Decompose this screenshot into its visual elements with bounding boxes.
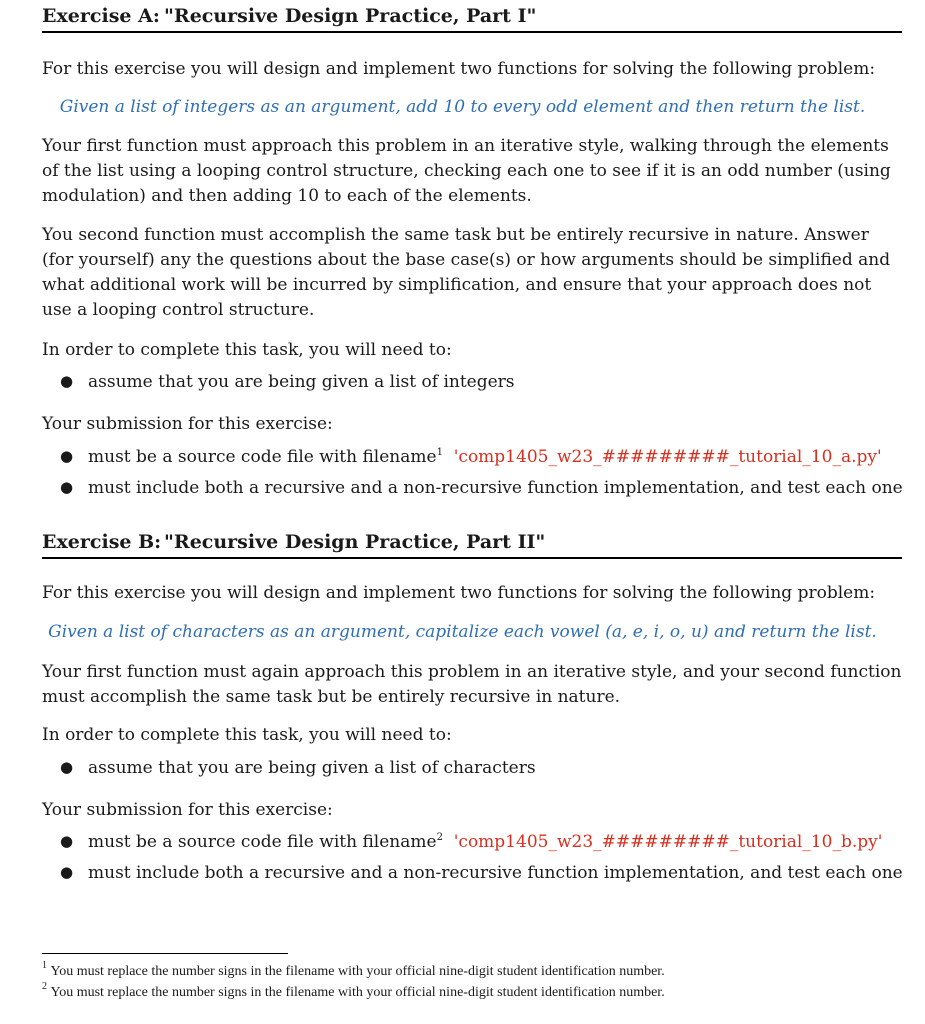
exercise-b-paragraph: Your first function must again approach this problem in an iterative style, and your second function must accomplish the same task but be entirely recursive in nature. (42, 662, 902, 707)
exercise-a-submission-item-filename (60, 444, 910, 470)
footnote-1 (42, 960, 902, 981)
exercise-a-recursive-paragraph: You second function must accomplish the same task but be entirely recursive in nature. Answer (for yourself) any the questions about the base case(s) or how arguments should be simplified and what additional work will be incurred by simplification, and ensure that your approach does not use a looping control structure. (42, 225, 891, 320)
submission-implementation-text: must include both a recursive and a non-recursive function implementation, and test each one (88, 863, 903, 883)
bullet-icon: ● (60, 447, 74, 465)
exercise-a-problem: Given a list of integers as an argument, add 10 to every odd element and then return the list. (59, 97, 866, 117)
exercise-a-label: Exercise A: (42, 5, 160, 27)
bullet-icon: ● (60, 863, 74, 881)
exercise-b-problem: Given a list of characters as an argument, capitalize each vowel (a, e, i, o, u) and return the list. (48, 622, 877, 642)
exercise-a-iterative-paragraph: Your first function must approach this problem in an iterative style, walking through the elements of the list using a looping control structure, checking each one to see if it is an odd number (using modulation) and then adding 10 to each of the elements. (42, 136, 891, 206)
exercise-a-need-item-text: assume that you are being given a list of integers (88, 372, 515, 392)
footnote-text: You must replace the number signs in the filename with your official nine-digit student identification number. (50, 985, 665, 1000)
submission-filename-prefix: must be a source code file with filename (88, 832, 437, 852)
exercise-b-need-item (60, 755, 910, 781)
bullet-icon: ● (60, 758, 74, 776)
exercise-a-submission-item-implementation (60, 475, 910, 501)
exercise-a-intro: For this exercise you will design and implement two functions for solving the following problem: (42, 59, 876, 79)
exercise-b-submission-item-filename (60, 829, 910, 855)
exercise-a-heading (42, 4, 902, 33)
footnote-text: You must replace the number signs in the filename with your official nine-digit student identification number. (50, 964, 665, 979)
footnote-reference: 1 (436, 447, 443, 458)
exercise-b-title: "Recursive Design Practice, Part II" (164, 531, 546, 553)
footnote-reference: 2 (436, 832, 443, 843)
exercise-b-heading (42, 530, 902, 559)
exercise-a-submission-heading: Your submission for this exercise: (42, 414, 333, 434)
exercise-a-need-heading: In order to complete this task, you will need to: (42, 340, 452, 360)
exercise-a-need-item (60, 369, 910, 395)
exercise-b-submission-heading: Your submission for this exercise: (42, 800, 333, 820)
exercise-b-need-item-text: assume that you are being given a list of characters (88, 758, 536, 778)
footnote-2 (42, 981, 902, 1002)
exercise-b-label: Exercise B: (42, 531, 162, 553)
submission-filename-prefix: must be a source code file with filename (88, 447, 437, 467)
bullet-icon: ● (60, 478, 74, 496)
exercise-b-need-heading: In order to complete this task, you will need to: (42, 725, 452, 745)
exercise-b-intro: For this exercise you will design and implement two functions for solving the following problem: (42, 583, 876, 603)
bullet-icon: ● (60, 832, 74, 850)
exercise-b-submission-item-implementation (60, 860, 910, 886)
footnote-mark: 1 (42, 960, 47, 971)
exercise-a-title: "Recursive Design Practice, Part I" (164, 5, 537, 27)
submission-filename: 'comp1405_w23_#########_tutorial_10_b.py' (453, 832, 883, 852)
footnote-divider (42, 953, 288, 954)
submission-filename: 'comp1405_w23_#########_tutorial_10_a.py' (453, 447, 882, 467)
submission-implementation-text: must include both a recursive and a non-recursive function implementation, and test each one (88, 478, 903, 498)
bullet-icon: ● (60, 372, 74, 390)
footnote-mark: 2 (42, 981, 47, 992)
